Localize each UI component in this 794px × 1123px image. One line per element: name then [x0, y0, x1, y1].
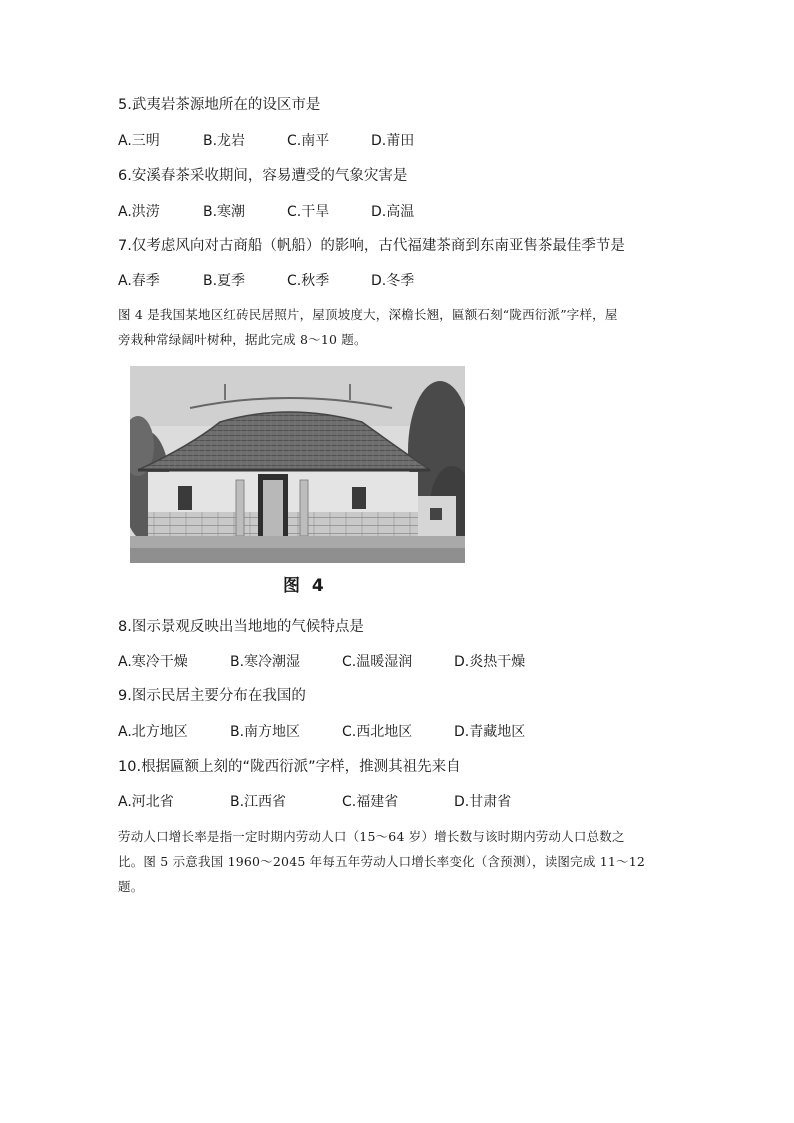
option-d[interactable]: D.甘肃省 [454, 794, 512, 810]
option-b[interactable]: B.寒冷潮湿 [230, 654, 301, 670]
question-7 [118, 236, 625, 256]
question-text: 图示民居主要分布在我国的 [131, 688, 306, 704]
option-c[interactable]: C.温暖湿润 [342, 654, 413, 670]
figure-5-intro [118, 824, 686, 899]
question-number: 6. [118, 168, 132, 184]
option-a[interactable]: A.三明 [118, 133, 160, 149]
intro-line: 旁栽种常绿阔叶树种，据此完成 8～10 题。 [118, 332, 367, 347]
question-text: 仅考虑风向对古商船（帆船）的影响，古代福建茶商到东南亚售茶最佳季节是 [131, 238, 625, 254]
intro-line: 图 4 是我国某地区红砖民居照片，屋顶坡度大，深檐长翘，匾额石刻“陇西衍派”字样，屋 [118, 307, 618, 322]
option-d[interactable]: D.炎热干燥 [454, 654, 526, 670]
intro-line: 题。 [118, 879, 144, 894]
question-10 [118, 757, 461, 777]
option-b[interactable]: B.南方地区 [230, 724, 301, 740]
question-text: 武夷岩茶源地所在的设区市是 [131, 97, 321, 113]
question-text: 安溪春茶采收期间，容易遭受的气象灾害是 [131, 168, 408, 184]
question-number: 7. [118, 238, 132, 254]
option-d[interactable]: D.冬季 [371, 273, 415, 289]
option-b[interactable]: B.夏季 [203, 273, 246, 289]
question-number: 8. [118, 619, 132, 635]
option-c[interactable]: C.干旱 [287, 204, 330, 220]
option-d[interactable]: D.莆田 [371, 133, 415, 149]
option-c[interactable]: C.福建省 [342, 794, 399, 810]
option-b[interactable]: B.江西省 [230, 794, 287, 810]
question-9 [118, 686, 306, 706]
figure-4-intro [118, 302, 686, 352]
house-photo [130, 366, 465, 563]
option-a[interactable]: A.北方地区 [118, 724, 188, 740]
option-b[interactable]: B.龙岩 [203, 133, 246, 149]
question-text: 根据匾额上刻的“陇西衍派”字样，推测其祖先来自 [141, 759, 461, 775]
option-c[interactable]: C.秋季 [287, 273, 330, 289]
question-number: 9. [118, 688, 132, 704]
option-a[interactable]: A.春季 [118, 273, 160, 289]
intro-line: 比。图 5 示意我国 1960～2045 年每五年劳动人口增长率变化（含预测），读图完成 11～12 [118, 854, 646, 869]
option-c[interactable]: C.南平 [287, 133, 330, 149]
question-6 [118, 166, 407, 186]
option-a[interactable]: A.寒冷干燥 [118, 654, 188, 670]
option-a[interactable]: A.河北省 [118, 794, 174, 810]
option-d[interactable]: D.高温 [371, 204, 415, 220]
option-c[interactable]: C.西北地区 [342, 724, 413, 740]
intro-line: 劳动人口增长率是指一定时期内劳动人口（15～64 岁）增长数与该时期内劳动人口总数之 [118, 829, 625, 844]
option-a[interactable]: A.洪涝 [118, 204, 160, 220]
question-8 [118, 617, 364, 637]
question-text: 图示景观反映出当地地的气候特点是 [131, 619, 364, 635]
option-d[interactable]: D.青藏地区 [454, 724, 526, 740]
question-5 [118, 95, 320, 115]
question-number: 5. [118, 97, 132, 113]
figure-4-caption: 图 4 [283, 576, 327, 596]
question-number: 10. [118, 759, 142, 775]
option-b[interactable]: B.寒潮 [203, 204, 246, 220]
